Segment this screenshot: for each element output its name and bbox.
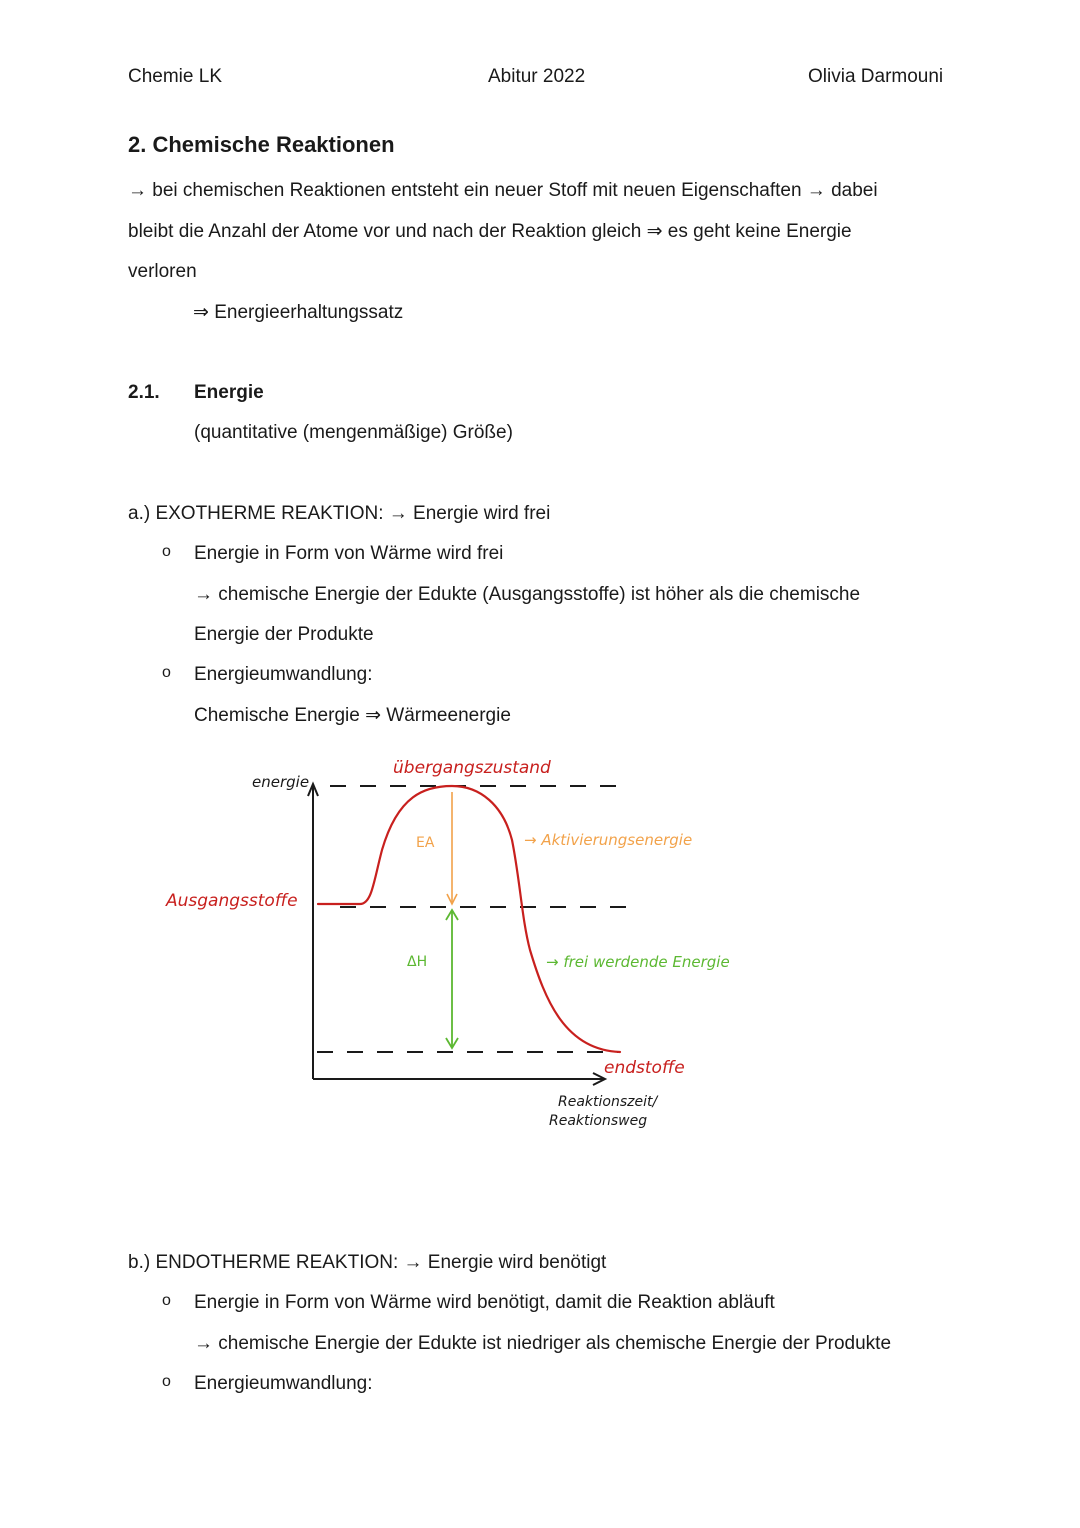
transition-state-label: übergangszustand: [393, 758, 551, 778]
subsection-number: 2.1.: [128, 382, 160, 403]
subsection-note: (quantitative (mengenmäßige) Größe): [194, 422, 513, 443]
endotherm-bullet-1: Energie in Form von Wärme wird benötigt, damit die Reaktion abläuft: [194, 1292, 775, 1313]
bullet-marker: o: [162, 664, 171, 681]
intro-line-2: bleibt die Anzahl der Atome vor und nach der Reaktion gleich ⇒ es geht keine Energie: [128, 221, 852, 242]
endotherm-bullet-1-sub: → chemische Energie der Edukte ist niedriger als chemische Energie der Produkte: [194, 1333, 892, 1354]
exotherm-bullet-2-sub: Chemische Energie ⇒ Wärmeenergie: [194, 705, 511, 726]
y-axis-label: energie: [252, 773, 310, 791]
exotherm-bullet-2: Energieumwandlung:: [194, 664, 373, 685]
released-energy-label: → frei werdende Energie: [546, 953, 730, 971]
bullet-marker: o: [162, 1292, 171, 1309]
conclusion: ⇒ Energieerhaltungssatz: [193, 302, 404, 323]
subsection-title: Energie: [194, 382, 264, 403]
endotherm-bullet-2: Energieumwandlung:: [194, 1373, 373, 1394]
exotherm-bullet-1-sub-2: Energie der Produkte: [194, 624, 374, 645]
exotherm-bullet-1-sub-1: → chemische Energie der Edukte (Ausgangsstoffe) ist höher als die chemische: [194, 584, 861, 605]
intro-line-3: verloren: [128, 261, 197, 282]
exotherm-heading: a.) EXOTHERME REAKTION: → Energie wird frei: [128, 503, 551, 524]
bullet-marker: o: [162, 543, 171, 560]
reactants-label: Ausgangsstoffe: [166, 891, 298, 911]
enthalpy-symbol: ΔH: [407, 954, 428, 970]
activation-energy-label: → Aktivierungsenergie: [524, 831, 693, 849]
intro-line-1: → bei chemischen Reaktionen entsteht ein neuer Stoff mit neuen Eigenschaften → dabei: [128, 180, 878, 201]
exotherm-bullet-1: Energie in Form von Wärme wird frei: [194, 543, 504, 564]
section-title: 2. Chemische Reaktionen: [128, 132, 395, 157]
reaction-curve: [318, 786, 620, 1052]
endotherm-heading: b.) ENDOTHERME REAKTION: → Energie wird benötigt: [128, 1252, 607, 1273]
products-label: endstoffe: [604, 1058, 685, 1078]
activation-energy-arrow: [447, 792, 457, 904]
x-axis-label-line-2: Reaktionsweg: [549, 1113, 648, 1129]
activation-energy-symbol: EA: [416, 835, 435, 851]
x-axis-label-line-1: Reaktionszeit/: [558, 1094, 658, 1110]
header-exam: Abitur 2022: [488, 66, 586, 87]
bullet-marker: o: [162, 1373, 171, 1390]
enthalpy-arrow: [446, 910, 458, 1048]
header-author: Olivia Darmouni: [808, 66, 944, 87]
header-course: Chemie LK: [128, 66, 222, 87]
